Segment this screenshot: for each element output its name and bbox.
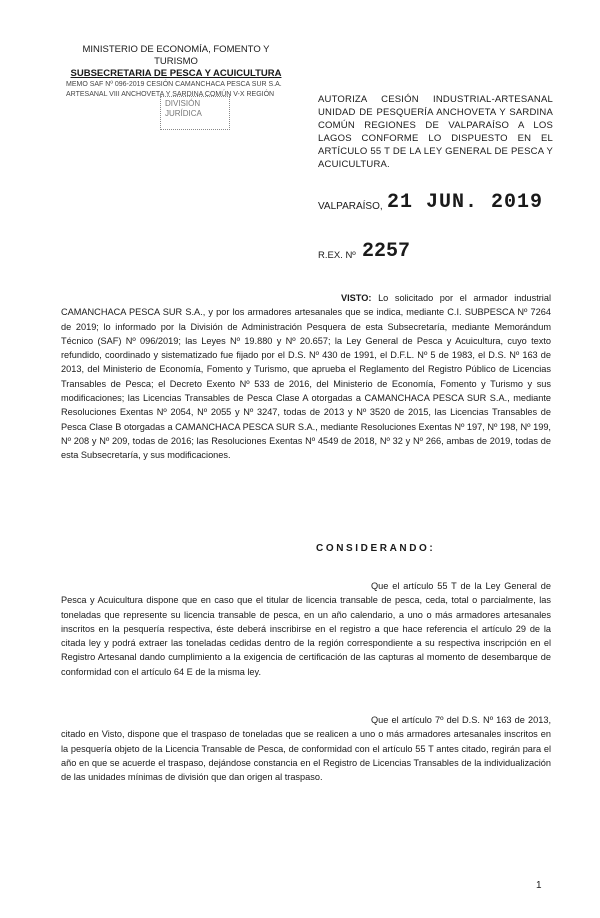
resolution-title: AUTORIZA CESIÓN INDUSTRIAL-ARTESANAL UNIDAD DE PESQUERÍA ANCHOVETA Y SARDINA COMÚN REGIONES DE VALPARAÍSO A LOS LAGOS CONFORME LO DISPUESTO EN EL ARTÍCULO 55 T DE LA LEY GENERAL DE PESCA Y ACUICULTURA.: [318, 94, 553, 170]
visto-paragraph: [61, 291, 551, 463]
visto-text: Lo solicitado por el armador industrial CAMANCHACA PESCA SUR S.A., y por los armadores artesanales que se indica, mediante C.I. SUBPESCA Nº 7264 de 2019; lo informado por la División de Administración Pesquera de esta Subsecretaría, mediante Memorándum Técnico (SAF) Nº 096/2019; las Leyes Nº 19.880 y Nº 20.657; la Ley General de Pesca y Acuicultura, cuyo texto refundido, coordinado y sistematizado fue fijado por el D.S. Nº 430 de 1991, el D.F.L. Nº 5 de 1983, el D.S. Nº 163 de 2013, del Ministerio de Economía, Fomento y Turismo, que aprueba el Reglamento del Registro Público de Licencias Transables de Pesca; el Decreto Exento Nº 533 de 2016, del Ministerio de Economía, Fomento y Turismo y sus modificaciones; las Licencias Transables de Pesca Clase A otorgadas a CAMANCHACA PESCA SUR S.A., mediante Resoluciones Exentas Nº 2054, Nº 2055 y Nº 3247, todas de 2013 y Nº 3520 de 2015, las Licencias Transables de Pesca Clase B otorgadas a CAMANCHACA PESCA SUR S.A., mediante Resoluciones Exentas Nº 197, Nº 198, Nº 199, Nº 208 y Nº 209, todas de 2016; las Resoluciones Exentas Nº 4549 de 2018, Nº 32 y Nº 266, ambas de 2019, todas de esta Subsecretaría, y sus modificaciones.: [61, 293, 551, 461]
memo-reference-line-1: MEMO SAF Nº 096-2019 CESIÓN CAMANCHACA PESCA SUR S.A.: [66, 81, 282, 88]
considerando-paragraph-1: Que el artículo 55 T de la Ley General de Pesca y Acuicultura dispone que en caso que el titular de licencia transable de pesca, ceda, total o parcialmente, las toneladas que represente su licencia transable de pesca, en un año calendario, a uno o más armadores artesanales inscritos en la pesquería respectiva, éste deberá inscribirse en el registro a que hace referencia el artículo 29 de la citada ley y podrá extraer las toneladas cedidas dentro de la región correspondiente a su respectiva inscripción en el Registro Artesanal dando cumplimiento a la exigencia de certificación de las capturas al momento de desembarque de conformidad con el artículo 64 E de la misma ley.: [61, 581, 551, 677]
considerando-paragraph-2: Que el artículo 7º del D.S. Nº 163 de 2013, citado en Visto, dispone que el traspaso de toneladas que se realicen a uno o más armadores artesanales inscritos en la pesquería objeto de la Licencia Transable de Pesca, de conformidad con el artículo 55 T antes citado, regirán para el año en que se acuerde el traspaso, dejándose constancia en el Registro de Licencias Transables de la individualización de las unidades mínimas de división que dan origen al traspaso.: [61, 715, 551, 783]
page-number: 1: [536, 880, 542, 891]
memo-reference-line-2: ARTESANAL VIII ANCHOVETA Y SARDINA COMÚN V-X REGIÓN: [66, 91, 275, 98]
ministry-name: MINISTERIO DE ECONOMÍA, FOMENTO Y TURISMO: [82, 44, 270, 67]
considerando-heading: CONSIDERANDO:: [316, 543, 436, 554]
document-header: [66, 44, 286, 100]
subsecretaria-name: SUBSECRETARIA DE PESCA Y ACUICULTURA: [70, 68, 282, 79]
rex-label: R.EX. Nº: [318, 250, 356, 261]
visto-label: VISTO:: [341, 293, 372, 303]
juridica-stamp: DIVISIÓN JURÍDICA: [160, 96, 230, 130]
resolution-date: 21 JUN. 2019: [387, 191, 544, 214]
rex-number: 2257: [362, 240, 411, 263]
place-label: VALPARAÍSO,: [318, 201, 383, 212]
